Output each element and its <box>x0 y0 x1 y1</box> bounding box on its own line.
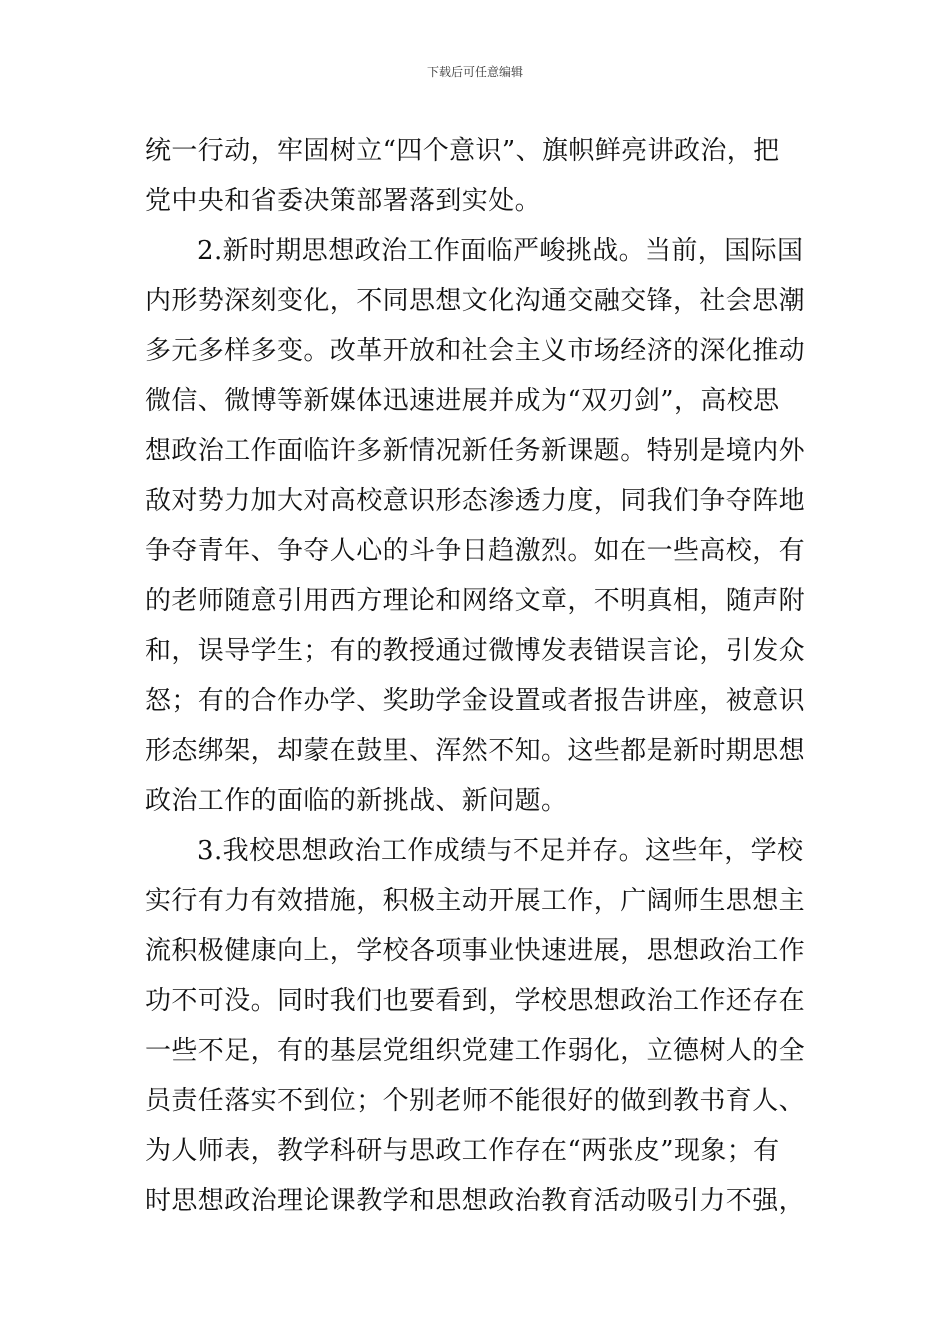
text-line: 员责任落实不到位；个别老师不能很好的做到教书育人、 <box>145 1086 806 1116</box>
section-2-heading-line: 2.新时期思想政治工作面临严峻挑战。当前，国际国 <box>197 236 804 266</box>
text-line: 微信、微博等新媒体迅速进展并成为“双刃剑”，高校思 <box>145 386 780 416</box>
text-line: 统一行动，牢固树立“四个意识”、旗帜鲜亮讲政治，把 <box>145 136 780 166</box>
document-body <box>145 126 805 1226</box>
text-line: 内形势深刻变化，不同思想文化沟通交融交锋，社会思潮 <box>145 286 806 316</box>
page-header: 下载后可任意编辑 <box>426 65 523 79</box>
text-line: 时思想政治理论课教学和思想政治教育活动吸引力不强， <box>145 1186 806 1216</box>
text-line: 和，误导学生；有的教授通过微博发表错误言论，引发众 <box>145 636 806 666</box>
text-line: 想政治工作面临许多新情况新任务新课题。特别是境内外 <box>145 436 806 466</box>
text-line: 为人师表，教学科研与思政工作存在“两张皮”现象；有 <box>145 1136 780 1166</box>
text-line: 形态绑架，却蒙在鼓里、浑然不知。这些都是新时期思想 <box>145 736 806 766</box>
text-line: 多元多样多变。改革开放和社会主义市场经济的深化推动 <box>145 336 806 366</box>
text-line: 实行有力有效措施，积极主动开展工作，广阔师生思想主 <box>145 886 806 916</box>
text-line: 争夺青年、争夺人心的斗争日趋激烈。如在一些高校，有 <box>145 536 806 566</box>
text-line: 怒；有的合作办学、奖助学金设置或者报告讲座，被意识 <box>145 686 806 716</box>
text-line: 一些不足，有的基层党组织党建工作弱化，立德树人的全 <box>145 1036 806 1066</box>
text-line: 党中央和省委决策部署落到实处。 <box>145 186 542 216</box>
text-line: 的老师随意引用西方理论和网络文章，不明真相，随声附 <box>145 586 806 616</box>
section-3-heading-line: 3.我校思想政治工作成绩与不足并存。这些年，学校 <box>197 836 804 866</box>
text-line: 敌对势力加大对高校意识形态渗透力度，同我们争夺阵地 <box>145 486 806 516</box>
text-line: 功不可没。同时我们也要看到，学校思想政治工作还存在 <box>145 986 806 1016</box>
text-line: 政治工作的面临的新挑战、新问题。 <box>145 786 568 816</box>
text-line: 流积极健康向上，学校各项事业快速进展，思想政治工作 <box>145 936 806 966</box>
